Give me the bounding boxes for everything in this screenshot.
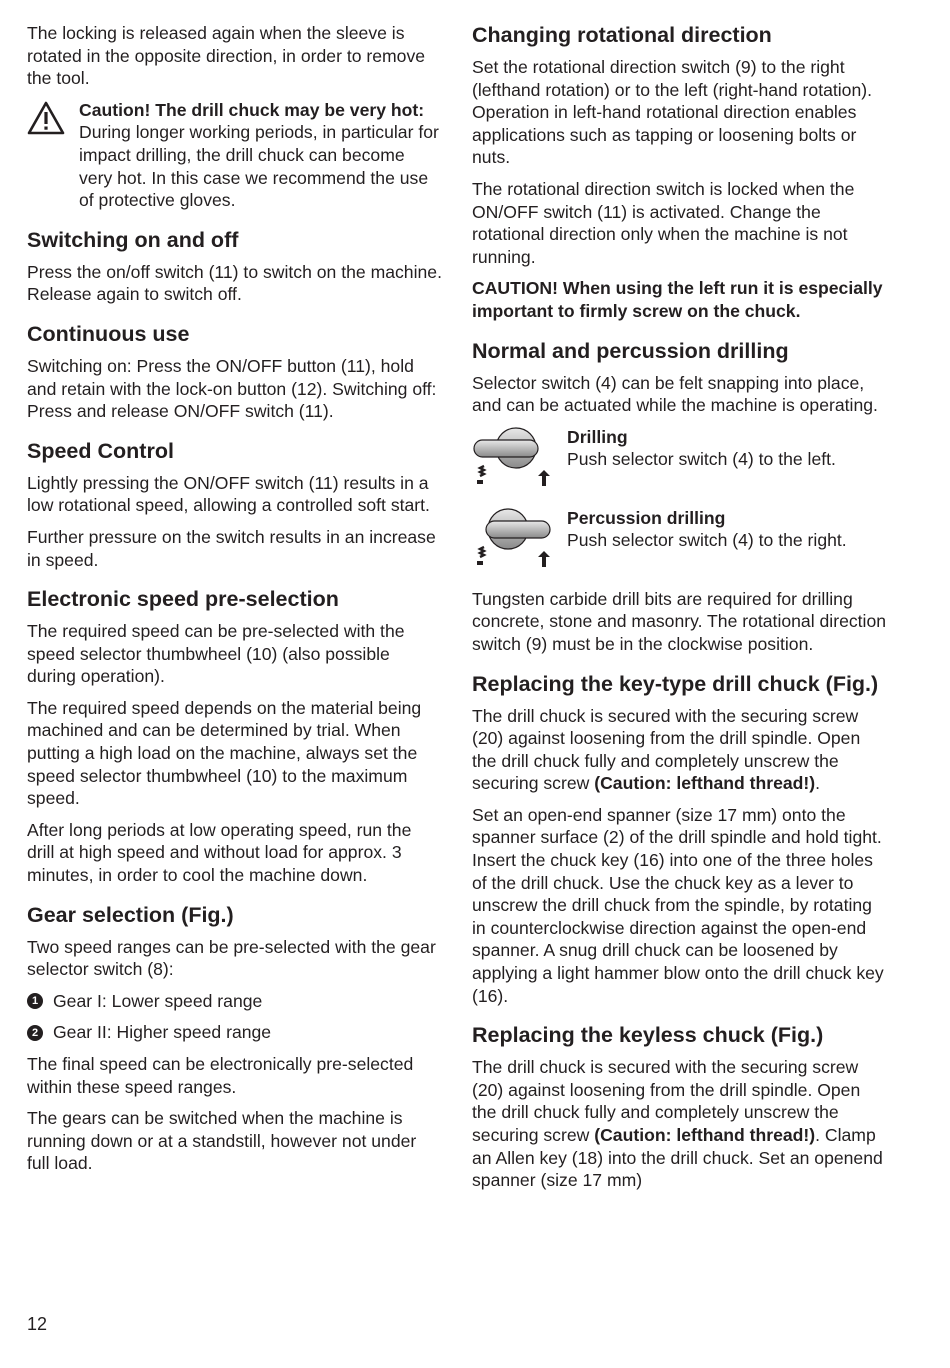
gear-item-text: Gear II: Higher speed range [53, 1022, 272, 1043]
gear-item-2 [27, 1021, 442, 1044]
preselection-p3: After long periods at low operating speed, run the drill at high speed and without load for approx. 3 minutes, in order to cool the machine down. [27, 819, 412, 886]
gear-p1: Two speed ranges can be pre-selected with the gear selector switch (8): [27, 936, 436, 980]
number-1-icon: 1 [27, 993, 43, 1009]
mode-title: Percussion drilling [567, 507, 726, 528]
intro-text: The locking is released again when the sleeve is rotated in the opposite direction, in order to remove the tool. [27, 23, 426, 89]
right-column [472, 22, 887, 1201]
gear-p2: The final speed can be electronically pre-selected within these speed ranges. [27, 1054, 414, 1097]
number-2-icon: 2 [27, 1025, 43, 1041]
rotation-p1: Set the rotational direction switch (9) to the right (lefthand rotation) or to the left (right-hand rotation). Operation in left-hand rotational direction enables applications such as tapping or loosening bolts or nuts. [472, 57, 872, 168]
mode-text: Push selector switch (4) to the left. [567, 449, 836, 470]
left-column [27, 22, 442, 1184]
drilling-p1: Selector switch (4) can be felt snapping into place, and can be actuated while the machine is operating. [472, 372, 878, 416]
selector-switch-right-icon [472, 507, 567, 580]
heading-continuous: Continuous use [27, 321, 190, 346]
heading-rotation: Changing rotational direction [472, 23, 772, 47]
preselection-p2: The required speed depends on the material being machined and can be determined by trial. When putting a high load on the machine, always set the speed selector thumbwheel (10) to the maximum speed. [27, 697, 422, 809]
warning-triangle-icon [27, 99, 79, 212]
heading-preselection: Electronic speed pre-selection [27, 587, 339, 612]
heading-gear: Gear selection (Fig.) [27, 902, 234, 927]
rotation-p2: The rotational direction switch is locked when the ON/OFF switch (11) is activated. Change the rotational direction only when the machine is not running. [472, 178, 855, 267]
caution-title: Caution! The drill chuck may be very hot: [79, 99, 425, 120]
preselection-p1: The required speed can be pre-selected with the speed selector thumbwheel (10) (also possible during operation). [27, 621, 405, 687]
gear-item-1 [27, 990, 442, 1013]
mode-title: Drilling [567, 426, 628, 447]
gear-item-text: Gear I: Lower speed range [53, 990, 263, 1011]
caution-text: During longer working periods, in particular for impact drilling, the drill chuck can become very hot. In this case we recommend the use of protective gloves. [79, 122, 439, 211]
speed-control-p2: Further pressure on the switch results in an increase in speed. [27, 526, 436, 570]
mode-drilling [472, 426, 887, 499]
heading-switching: Switching on and off [27, 227, 239, 252]
heading-key-chuck: Replacing the key-type drill chuck (Fig.) [472, 671, 879, 696]
selector-switch-left-icon [472, 426, 567, 499]
continuous-text: Switching on: Press the ON/OFF button (11), hold and retain with the lock-on button (12). Switching off: Press and release ON/OFF switch (11). [27, 355, 437, 422]
key-chuck-p1: The drill chuck is secured with the securing screw (20) against loosening from the drill spindle. Open the drill chuck fully and completely unscrew the securing screw (Caution: lefthand thread!). [472, 705, 861, 794]
caution-note [27, 99, 442, 212]
mode-percussion [472, 507, 887, 580]
heading-keyless-chuck: Replacing the keyless chuck (Fig.) [472, 1023, 824, 1048]
keyless-chuck-p1: The drill chuck is secured with the securing screw (20) against loosening from the drill spindle. Open the drill chuck fully and completely unscrew the securing screw (Caution: lefthand thread!). Clamp an Allen key (18) into the drill chuck. Set an openend spanner (size 17 mm) [472, 1057, 883, 1191]
key-chuck-p2: Set an open-end spanner (size 17 mm) onto the spanner surface (2) of the drill spindle and hold tight. Insert the chuck key (16) into one of the three holes of the drill chuck. Use the chuck key as a lever to unscrew the drill chuck from the spindle, by rotating in counterclockwise direction against the open-end spanner. A snug drill chuck can be loosened by applying a light hammer blow onto the drill chuck key (16). [472, 804, 884, 1006]
switching-text: Press the on/off switch (11) to switch on the machine. Release again to switch off. [27, 261, 442, 305]
heading-speed-control: Speed Control [27, 438, 174, 463]
rotation-caution: CAUTION! When using the left run it is especially important to firmly screw on the chuck. [472, 278, 883, 321]
speed-control-p1: Lightly pressing the ON/OFF switch (11) results in a low rotational speed, allowing a controlled soft start. [27, 472, 430, 516]
heading-drilling: Normal and percussion drilling [472, 338, 789, 363]
drilling-p2: Tungsten carbide drill bits are required for drilling concrete, stone and masonry. The rotational direction switch (9) must be in the clockwise position. [472, 588, 887, 654]
gear-p3: The gears can be switched when the machine is running down or at a standstill, however not under full load. [27, 1108, 417, 1174]
mode-text: Push selector switch (4) to the right. [567, 530, 847, 551]
page-number: 12 [27, 1314, 48, 1334]
